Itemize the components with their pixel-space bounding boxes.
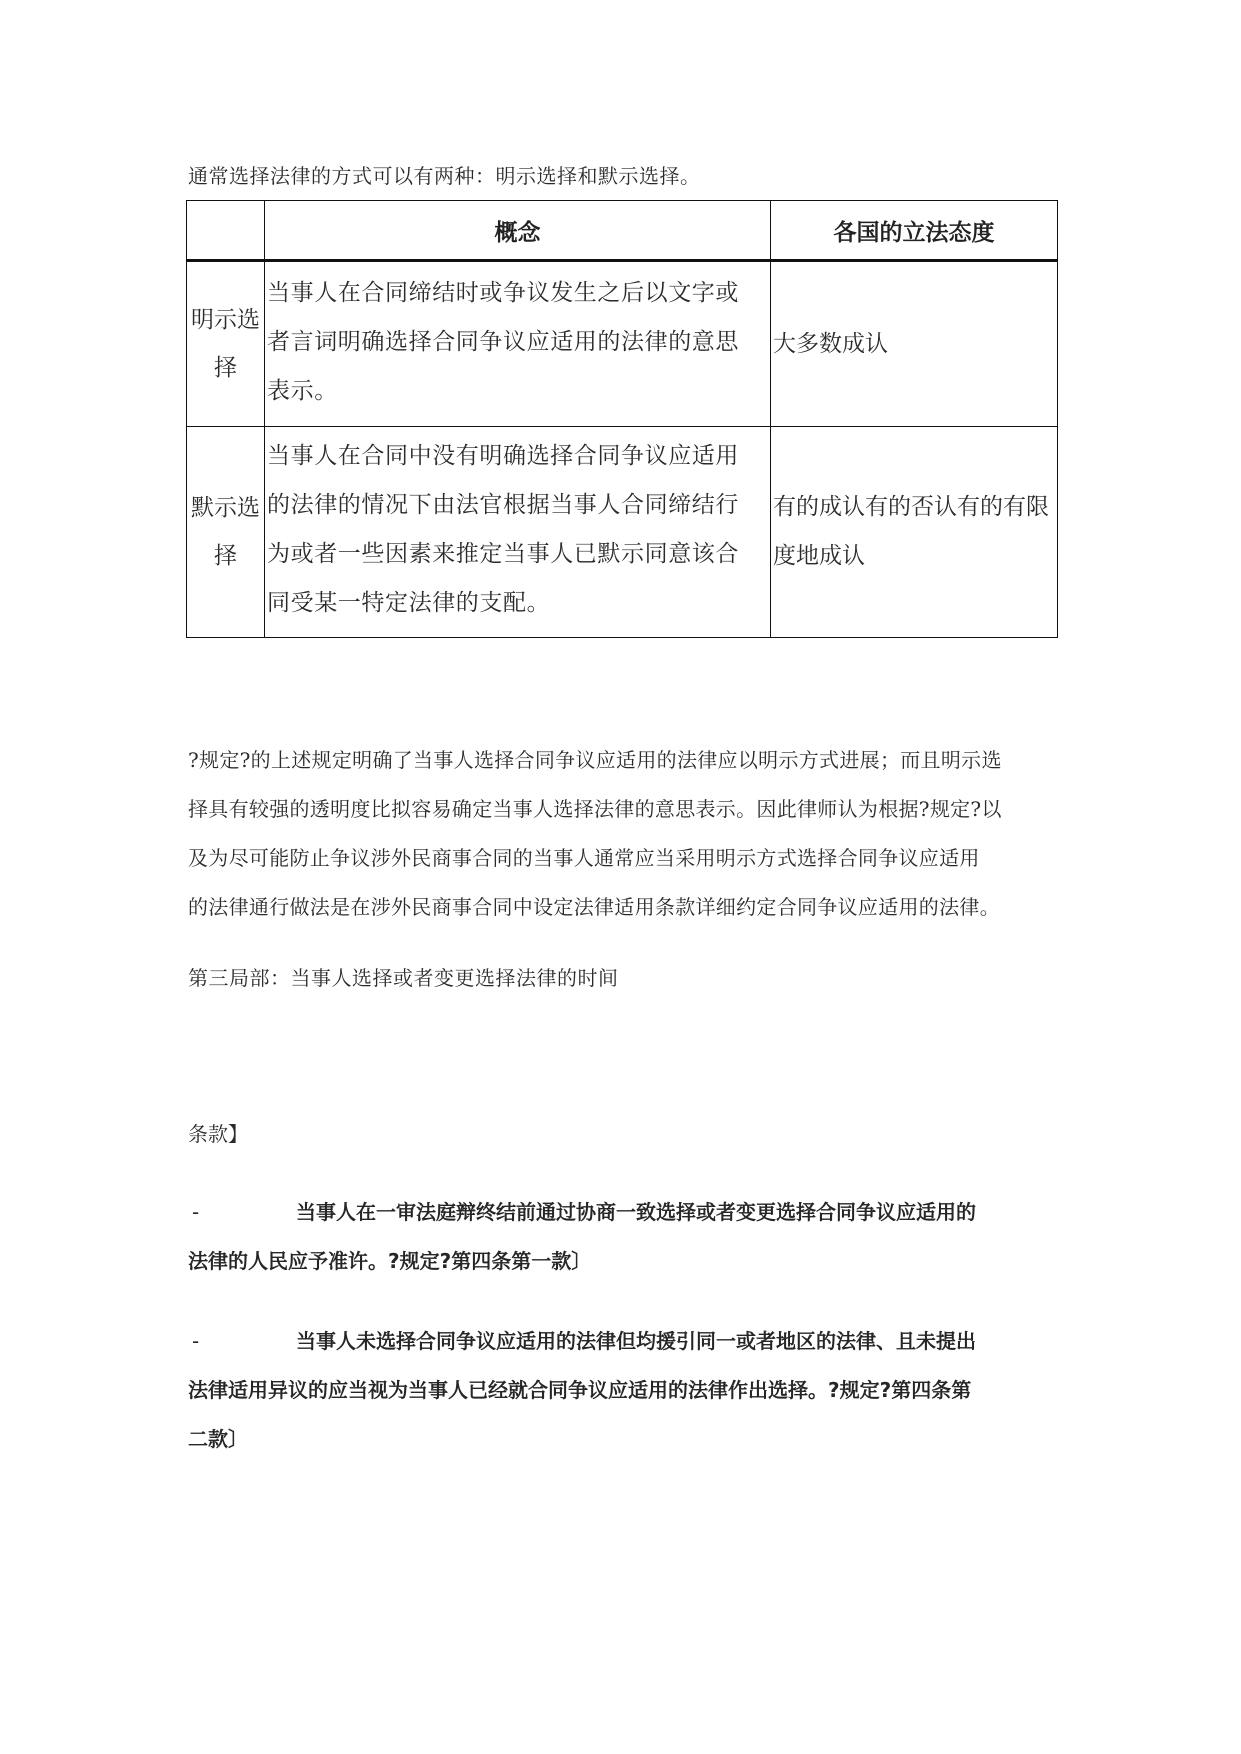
bullet-marker: - xyxy=(192,1329,200,1353)
header-empty-cell xyxy=(187,201,265,261)
section-title: 第三局部：当事人选择或者变更选择法律的时间 xyxy=(188,966,619,990)
intro-text: 通常选择法律的方式可以有两种：明示选择和默示选择。 xyxy=(188,164,701,188)
clause-line: 法律适用异议的应当视为当事人已经就合同争议应适用的法律作出选择。?规定?第四条第 xyxy=(188,1378,972,1402)
body-paragraph xyxy=(188,736,1068,932)
paragraph-line: 及为尽可能防止争议涉外民商事合同的当事人通常应当采用明示方式选择合同争议应适用 xyxy=(188,846,980,870)
row-label-express-choice: 明示选择 xyxy=(187,261,265,427)
header-legislative-attitude: 各国的立法态度 xyxy=(771,201,1058,261)
paragraph-line: 择具有较强的透明度比拟容易确定当事人选择法律的意思表示。因此律师认为根据?规定?以 xyxy=(188,797,1002,821)
attitude-cell: 大多数成认 xyxy=(771,261,1058,427)
clause-line: 二款〕 xyxy=(188,1427,248,1451)
attitude-cell: 有的成认有的否认有的有限度地成认 xyxy=(771,427,1058,638)
concept-cell: 当事人在合同缔结时或争议发生之后以文字或者言词明确选择合同争议应适用的法律的意思表示。 xyxy=(265,261,771,427)
table-header-row xyxy=(187,201,1058,261)
paragraph-line: ?规定?的上述规定明确了当事人选择合同争议应适用的法律应以明示方式进展；而且明示选 xyxy=(188,748,1002,772)
clause-line: 当事人在一审法庭辩终结前通过协商一致选择或者变更选择合同争议应适用的 xyxy=(296,1200,976,1224)
bullet-marker: - xyxy=(192,1200,200,1224)
clause-line: 当事人未选择合同争议应适用的法律但均援引同一或者地区的法律、且未提出 xyxy=(296,1329,976,1353)
clauses-label: 条款】 xyxy=(188,1122,248,1146)
paragraph-line: 的法律通行做法是在涉外民商事合同中设定法律适用条款详细约定合同争议应适用的法律。 xyxy=(188,895,1000,919)
table-row xyxy=(187,261,1058,427)
concept-cell: 当事人在合同中没有明确选择合同争议应适用的法律的情况下由法官根据当事人合同缔结行为或者一些因素来推定当事人已默示同意该合同受某一特定法律的支配。 xyxy=(265,427,771,638)
clause-line: 法律的人民应予准许。?规定?第四条第一款〕 xyxy=(188,1249,592,1273)
clause-item xyxy=(188,1188,1068,1286)
choice-methods-table xyxy=(186,200,1058,638)
row-label-implied-choice: 默示选择 xyxy=(187,427,265,638)
header-concept: 概念 xyxy=(265,201,771,261)
clause-item xyxy=(188,1317,1068,1464)
table-row xyxy=(187,427,1058,638)
